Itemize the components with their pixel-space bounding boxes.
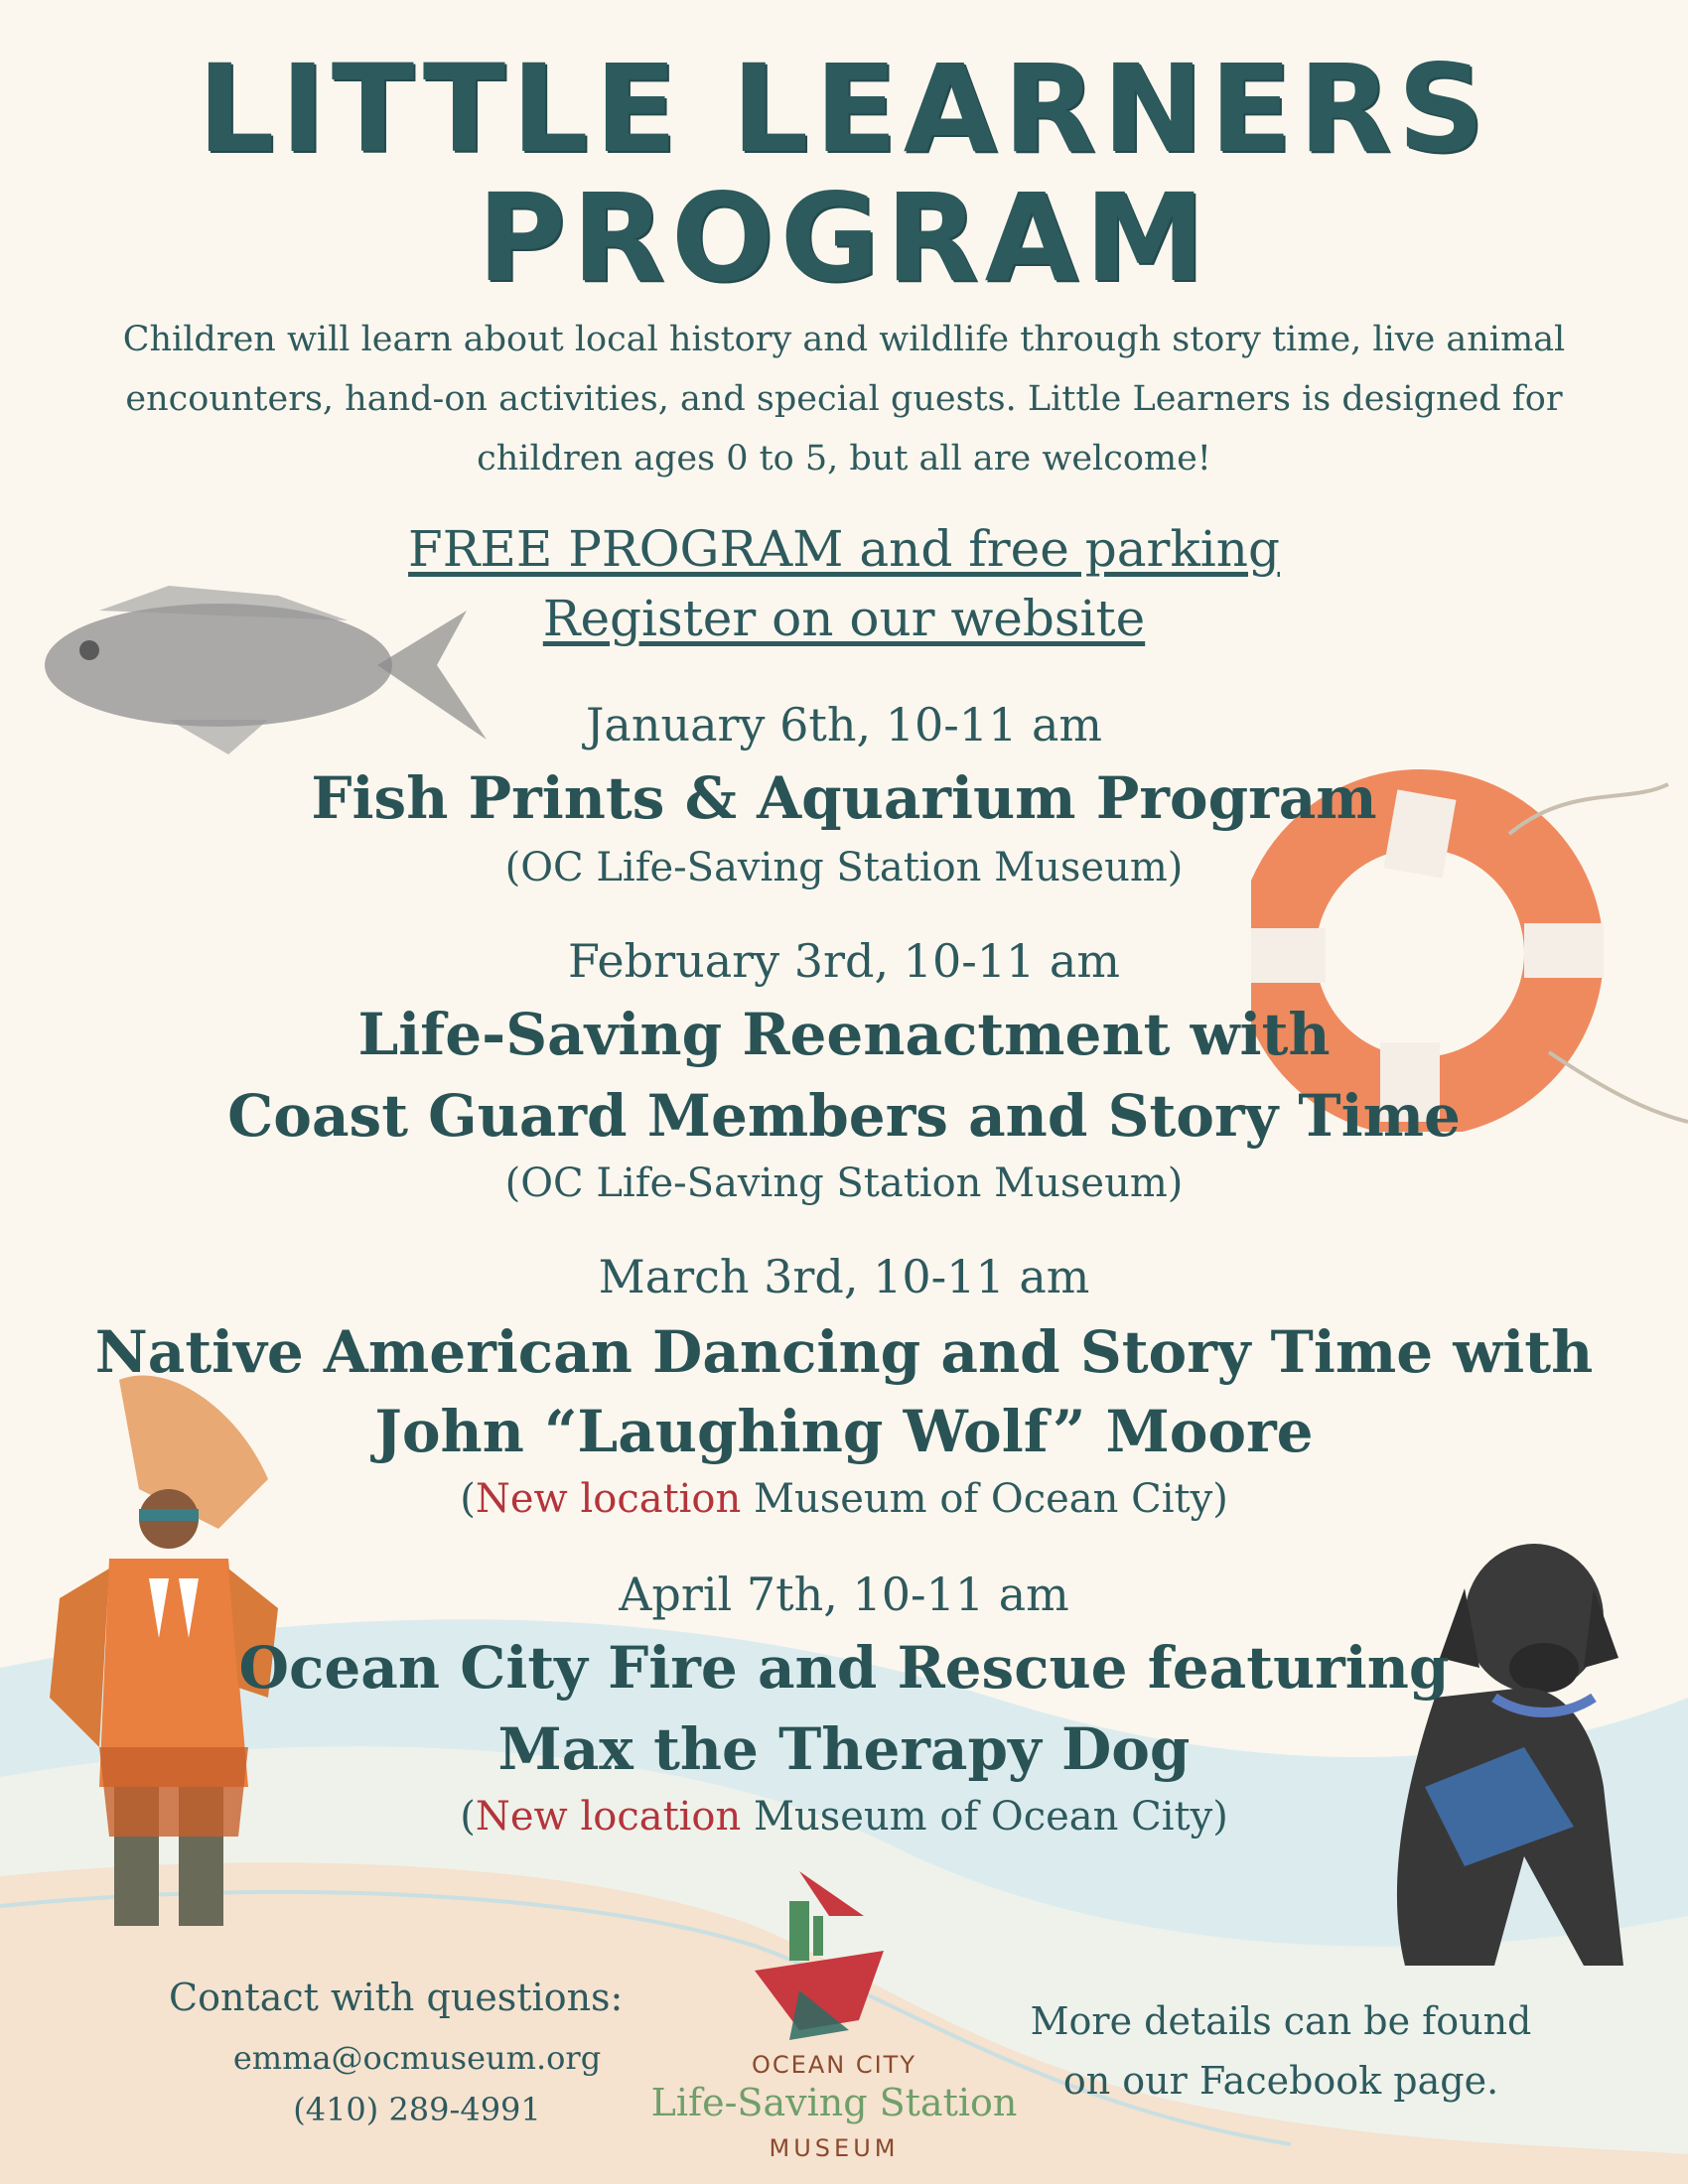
event-2-title-line2: Coast Guard Members and Story Time	[227, 1082, 1461, 1150]
event-2-title-line1: Life-Saving Reenactment with	[357, 1001, 1331, 1068]
register-link[interactable]	[0, 586, 1688, 651]
contact-heading: Contact with questions:	[169, 1976, 624, 2019]
contact-email[interactable]: emma@ocmuseum.org	[232, 2039, 602, 2077]
event-4-location-text: Museum of Ocean City	[754, 1794, 1213, 1840]
register-link-text: Register on our website	[542, 590, 1146, 647]
event-1-location-text: OC Life-Saving Station Museum	[520, 845, 1168, 890]
page-title-line1: LITTLE LEARNERS	[197, 39, 1491, 180]
event-1-title: Fish Prints & Aquarium Program	[311, 764, 1377, 832]
event-3-new-location-label: New location	[475, 1476, 742, 1522]
event-4-title-line2: Max the Therapy Dog	[497, 1715, 1191, 1783]
event-2-location: (OC Life-Saving Station Museum)	[504, 1160, 1184, 1206]
intro-paragraph: Children will learn about local history and wildlife through story time, live animal encounters, hand-on activities, and special guests. Little Learners is designed for children ages 0 to 5, but all are welcome!	[122, 320, 1566, 478]
contact-phone[interactable]: (410) 289-4991	[293, 2091, 541, 2128]
event-4-location: (New location Museum of Ocean City)	[460, 1794, 1228, 1840]
facebook-line2[interactable]: on our Facebook page.	[1062, 2059, 1499, 2103]
event-3-title-line1: Native American Dancing and Story Time with	[94, 1318, 1594, 1386]
event-2-location-text: OC Life-Saving Station Museum	[520, 1160, 1168, 1206]
free-program-line	[0, 516, 1688, 582]
logo-line3: MUSEUM	[769, 2134, 900, 2162]
event-4-title-line1: Ocean City Fire and Rescue featuring	[238, 1634, 1450, 1702]
page-title-line2: PROGRAM	[477, 168, 1211, 309]
event-3-title-line2: John “Laughing Wolf” Moore	[374, 1398, 1314, 1465]
event-4-new-location-label: New location	[475, 1794, 742, 1840]
logo-line2: Life-Saving Station	[650, 2081, 1018, 2124]
event-3-location-text: Museum of Ocean City	[754, 1476, 1213, 1522]
event-3-location: (New location Museum of Ocean City)	[460, 1476, 1228, 1522]
event-1-location: (OC Life-Saving Station Museum)	[504, 845, 1184, 890]
logo-line1: OCEAN CITY	[752, 2051, 916, 2079]
facebook-line1: More details can be found	[1030, 1999, 1532, 2043]
contact-block	[169, 1970, 665, 2025]
museum-logo-icon	[750, 1871, 889, 2040]
event-4-date: April 7th, 10-11 am	[619, 1568, 1069, 1621]
event-2-date: February 3rd, 10-11 am	[568, 934, 1120, 988]
event-3-date: March 3rd, 10-11 am	[598, 1250, 1090, 1303]
event-1-date: January 6th, 10-11 am	[585, 698, 1103, 751]
free-program-text: FREE PROGRAM and free parking	[408, 520, 1280, 578]
